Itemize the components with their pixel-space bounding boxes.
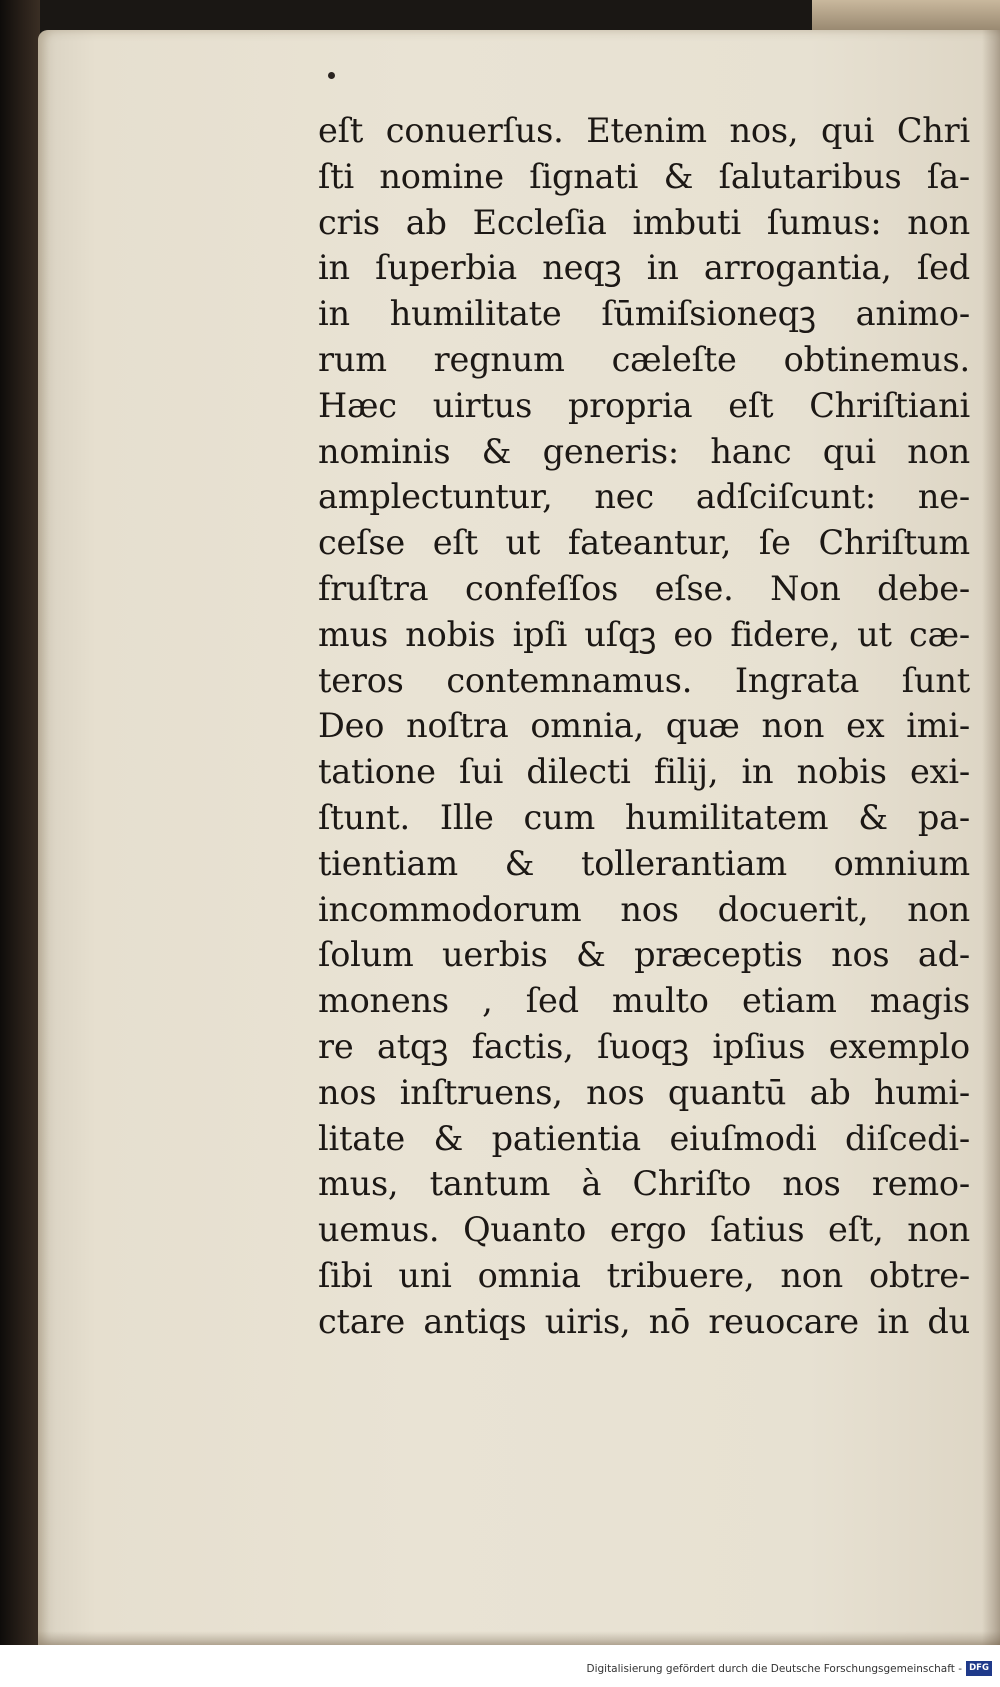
page-edge-right bbox=[982, 30, 1000, 1645]
page-text bbox=[318, 108, 970, 1345]
text-line: tientiam & tollerantiam omnium bbox=[318, 843, 970, 883]
text-line: Hæc uirtus propria eſt Chriſtiani bbox=[318, 385, 970, 425]
text-line: ſti nomine ſignati & ſalutaribus ſa- bbox=[318, 156, 970, 196]
book-spine bbox=[0, 0, 40, 1687]
text-line: mus nobis ipſi uſqꝫ eo fidere, ut cæ- bbox=[318, 614, 970, 654]
text-line: ceſse eſt ut fateantur, ſe Chriſtum bbox=[318, 523, 970, 563]
text-line: amplectuntur, nec adſciſcunt: ne- bbox=[318, 477, 970, 517]
text-line: teros contemnamus. Ingrata ſunt bbox=[318, 660, 970, 700]
page-edge-bottom bbox=[38, 1631, 1000, 1645]
digitization-footer bbox=[0, 1645, 1000, 1687]
text-line: Deo noſtra omnia, quæ non ex imi- bbox=[318, 706, 970, 746]
text-line: in ſuperbia neqꝫ in arrogantia, ſed bbox=[318, 248, 970, 288]
text-line: ſibi uni omnia tribuere, non obtre- bbox=[318, 1255, 970, 1295]
text-line: nos inſtruens, nos quantū ab humi- bbox=[318, 1072, 970, 1112]
text-line: rum regnum cæleſte obtinemus. bbox=[318, 339, 970, 379]
text-line: uemus. Quanto ergo ſatius eſt, non bbox=[318, 1210, 970, 1250]
text-line: litate & patientia eiuſmodi diſcedi- bbox=[318, 1118, 970, 1158]
text-line: ſtunt. Ille cum humilitatem & pa- bbox=[318, 797, 970, 837]
text-line: in humilitate ſūmiſsioneqꝫ animo- bbox=[318, 294, 970, 334]
dfg-logo-icon: DFG bbox=[966, 1661, 992, 1676]
text-line: tatione ſui dilecti filij, in nobis exi- bbox=[318, 752, 970, 792]
text-line: incommodorum nos docuerit, non bbox=[318, 889, 970, 929]
text-line: monens , ſed multo etiam magis bbox=[318, 981, 970, 1021]
dfg-credit: Digitalisierung gefördert durch die Deutsche Forschungsgemeinschaft - bbox=[586, 1663, 962, 1675]
text-line: fruſtra confeſſos eſse. Non debe- bbox=[318, 568, 970, 608]
text-line: ctare antiqs uiris, nō reuocare in du bbox=[318, 1301, 970, 1341]
text-line: cris ab Eccleſia imbuti ſumus: non bbox=[318, 202, 970, 242]
book-page bbox=[38, 30, 1000, 1645]
ink-dot bbox=[328, 72, 335, 79]
text-line: nominis & generis: hanc qui non bbox=[318, 431, 970, 471]
text-line: re atqꝫ factis, ſuoqꝫ ipſius exemplo bbox=[318, 1026, 970, 1066]
text-line: eſt conuerſus. Etenim nos, qui Chri bbox=[318, 111, 970, 150]
text-line: ſolum uerbis & præceptis nos ad- bbox=[318, 935, 970, 975]
text-line: mus, tantum à Chriſto nos remo- bbox=[318, 1164, 970, 1204]
